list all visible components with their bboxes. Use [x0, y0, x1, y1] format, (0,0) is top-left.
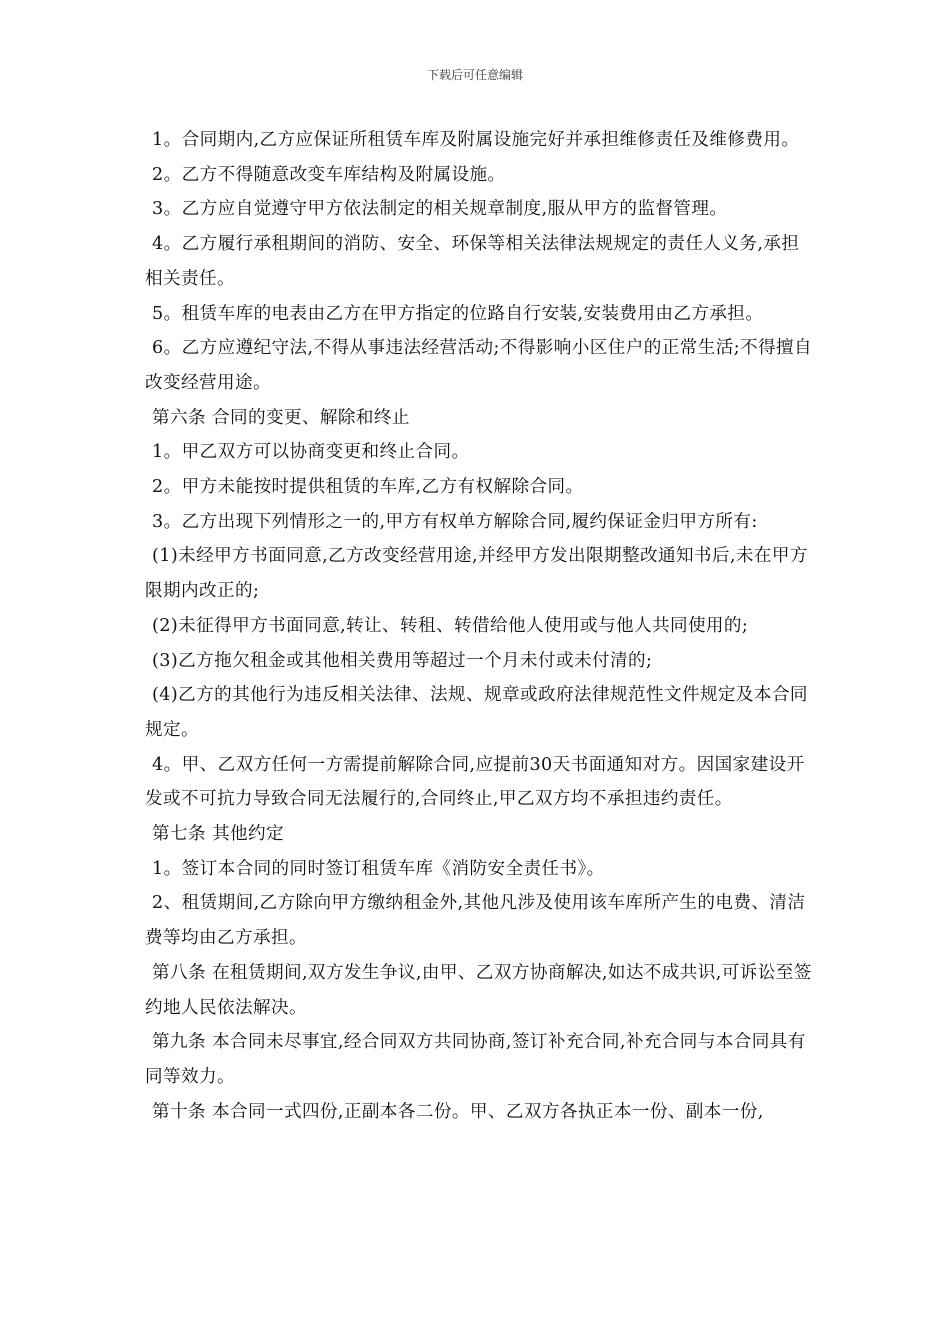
paragraph: 1。甲乙双方可以协商变更和终止合同。	[152, 442, 470, 463]
list-item: (1)未经甲方书面同意,乙方改变经营用途,并经甲方发出限期整改通知书后,未在甲方限期内改正的;	[145, 546, 808, 602]
section-heading: 第七条 其他约定	[152, 824, 284, 845]
paragraph: 1。合同期内,乙方应保证所租赁车库及附属设施完好并承担维修责任及维修费用。	[152, 130, 800, 150]
paragraph: 4。甲、乙双方任何一方需提前解除合同,应提前30天书面通知对方。因国家建设开发或不可抗力导致合同无法履行的,合同终止,甲乙双方均不承担违约责任。	[145, 754, 805, 810]
paragraph: 4。乙方履行承租期间的消防、安全、环保等相关法律法规规定的责任人义务,承担相关责任。	[145, 234, 800, 289]
article-paragraph: 第九条 本合同未尽事宜,经合同双方共同协商,签订补充合同,补充合同与本合同具有同等效力。	[145, 1032, 806, 1087]
paragraph: 3。乙方应自觉遵守甲方依法制定的相关规章制度,服从甲方的监督管理。	[152, 199, 728, 220]
list-item: (2)未征得甲方书面同意,转让、转租、转借给他人使用或与他人共同使用的;	[152, 615, 749, 636]
list-item: (4)乙方的其他行为违反相关法律、法规、规章或政府法律规范性文件规定及本合同规定。	[145, 685, 808, 740]
section-heading: 第六条 合同的变更、解除和终止	[152, 407, 410, 428]
paragraph: 2。甲方未能按时提供租赁的车库,乙方有权解除合同。	[152, 477, 584, 498]
article-paragraph: 第八条 在租赁期间,双方发生争议,由甲、乙双方协商解决,如达不成共识,可诉讼至签约地人民依法解决。	[145, 962, 812, 1018]
list-item: (3)乙方拖欠租金或其他相关费用等超过一个月未付或未付清的;	[152, 650, 653, 671]
paragraph: 6。乙方应遵纪守法,不得从事违法经营活动;不得影响小区住户的正常生活;不得擅自改变经营用途。	[145, 338, 813, 393]
page-header-note: 下载后可任意编辑	[426, 68, 523, 82]
paragraph: 2。乙方不得随意改变车库结构及附属设施。	[152, 164, 506, 185]
article-paragraph: 第十条 本合同一式四份,正副本各二份。甲、乙双方各执正本一份、副本一份,	[152, 1101, 764, 1122]
paragraph: 1。签订本合同的同时签订租赁车库《消防安全责任书》。	[152, 858, 605, 879]
document-body	[145, 123, 815, 1129]
paragraph: 3。乙方出现下列情形之一的,甲方有权单方解除合同,履约保证金归甲方所有:	[152, 511, 758, 532]
paragraph: 2、租赁期间,乙方除向甲方缴纳租金外,其他凡涉及使用该车库所产生的电费、清洁费等均由乙方承担。	[145, 893, 806, 949]
paragraph: 5。租赁车库的电表由乙方在甲方指定的位路自行安装,安装费用由乙方承担。	[152, 303, 764, 324]
